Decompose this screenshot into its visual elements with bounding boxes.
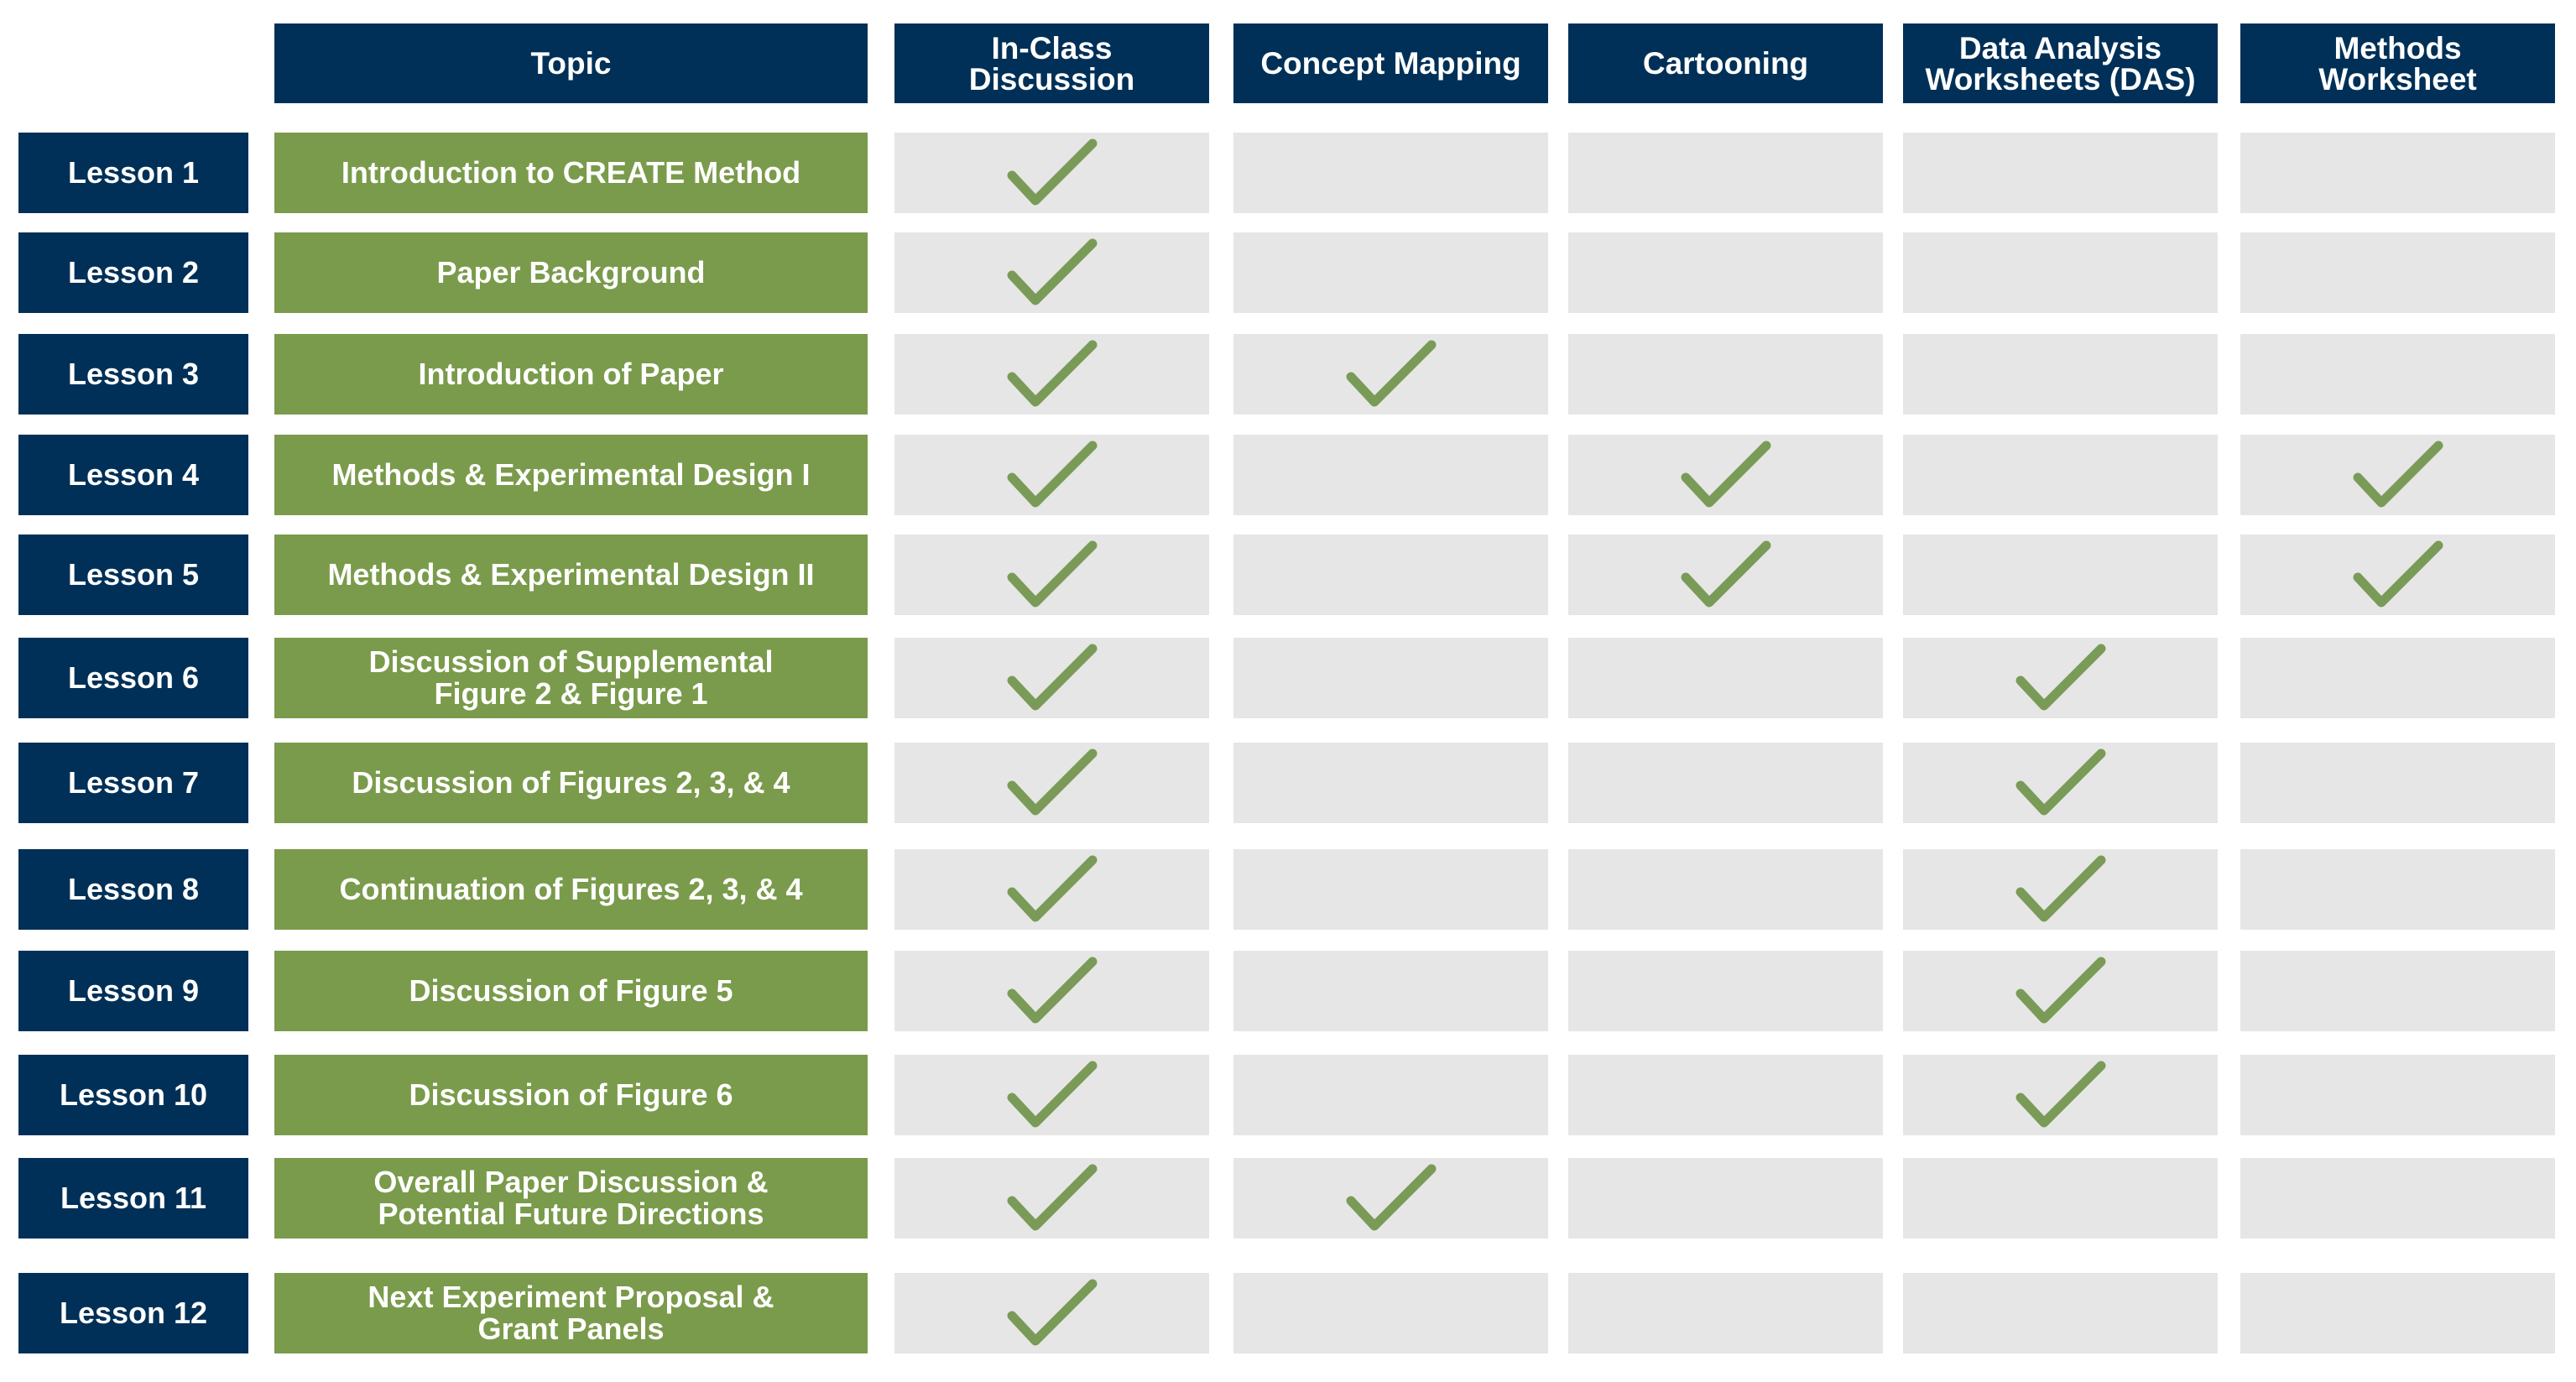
lesson-label-text: Lesson 4 [67,457,200,492]
topic-cell-text: Introduction of Paper [418,357,724,391]
activity-cell-empty [1903,1273,2218,1353]
lesson-label-text: Lesson 5 [67,557,200,592]
topic-cell [274,1158,868,1239]
activity-cell-empty [1568,951,1883,1031]
activity-cell-checked [894,638,1209,718]
lesson-label [18,951,248,1031]
topic-cell-text: Discussion of Figure 5 [409,973,733,1008]
activity-cell-empty [1568,133,1883,213]
header-cartooning-label: Cartooning [1642,46,1809,81]
checkmark-icon [2015,1061,2106,1129]
topic-cell-text: Introduction to CREATE Method [341,155,801,190]
checkmark-icon [1346,1164,1437,1233]
topic-cell-text: Paper Background [436,255,706,289]
lesson-label [18,638,248,718]
checkmark-icon [2353,441,2443,509]
checkmark-icon [1681,540,1771,609]
activity-cell-checked [894,232,1209,313]
activity-cell-empty [1568,849,1883,930]
header-topic: Topic [274,23,868,103]
checkmark-icon [1007,238,1098,307]
activity-cell-checked [1903,638,2218,718]
activity-cell-empty [2240,1158,2555,1239]
lesson-label-text: Lesson 6 [67,660,200,695]
lesson-label [18,334,248,415]
topic-cell-text: Continuation of Figures 2, 3, & 4 [339,872,803,906]
lesson-label [18,535,248,615]
lesson-label [18,849,248,930]
activity-cell-empty [1568,1055,1883,1135]
header-data-analysis-worksheets [1903,23,2218,103]
activity-cell-checked [894,1273,1209,1353]
topic-cell [274,849,868,930]
lesson-label-text: Lesson 9 [67,973,200,1008]
checkmark-icon [1346,340,1437,409]
activity-cell-empty [2240,1055,2555,1135]
checkmark-icon [2015,748,2106,817]
activity-cell-checked [894,334,1209,415]
topic-cell-text: Methods & Experimental Design I [331,457,811,492]
header-cartooning [1568,23,1883,103]
activity-cell-checked [1233,334,1548,415]
topic-cell [274,951,868,1031]
activity-cell-checked [894,133,1209,213]
activity-cell-checked [1903,743,2218,823]
activity-cell-checked [894,951,1209,1031]
lesson-label [18,1055,248,1135]
checkmark-icon [1681,441,1771,509]
topic-cell [274,535,868,615]
topic-cell [274,1273,868,1353]
checkmark-icon [1007,1164,1098,1233]
activity-cell-empty [1233,951,1548,1031]
lesson-label [18,133,248,213]
lesson-label [18,435,248,515]
activity-cell-checked [1233,1158,1548,1239]
activity-cell-checked [1568,535,1883,615]
topic-cell-text: Discussion of Figure 6 [409,1077,733,1112]
activity-cell-empty [1233,133,1548,213]
activity-cell-empty [1568,334,1883,415]
checkmark-icon [1007,855,1098,924]
activity-cell-checked [1568,435,1883,515]
checkmark-icon [1007,957,1098,1025]
checkmark-icon [1007,540,1098,609]
activity-cell-empty [2240,951,2555,1031]
activity-cell-empty [1568,1273,1883,1353]
topic-cell [274,638,868,718]
topic-cell [274,232,868,313]
activity-cell-empty [1233,638,1548,718]
activity-cell-empty [2240,133,2555,213]
lesson-label-text: Lesson 3 [67,357,200,391]
activity-cell-checked [894,849,1209,930]
activity-cell-empty [1233,435,1548,515]
activity-cell-checked [1903,849,2218,930]
activity-cell-checked [894,435,1209,515]
checkmark-icon [2015,855,2106,924]
activity-cell-empty [1568,638,1883,718]
lesson-label-text: Lesson 12 [59,1296,208,1330]
activity-cell-empty [2240,334,2555,415]
header-concept-mapping-label: Concept Mapping [1260,46,1521,81]
checkmark-icon [2015,644,2106,712]
header-concept-mapping [1233,23,1548,103]
header-methods-worksheet-label: Methods Worksheet [2318,30,2477,96]
lesson-label [18,743,248,823]
lesson-label [18,232,248,313]
activity-cell-checked [894,743,1209,823]
activity-cell-checked [894,1158,1209,1239]
activity-cell-empty [2240,849,2555,930]
checkmark-icon [1007,748,1098,817]
activity-cell-empty [1568,743,1883,823]
topic-cell-text: Discussion of Supplemental Figure 2 & Figure 1 [368,644,774,711]
activity-cell-empty [1903,535,2218,615]
checkmark-icon [2015,957,2106,1025]
lesson-label-text: Lesson 2 [67,255,200,289]
activity-cell-checked [894,535,1209,615]
activity-cell-empty [1903,334,2218,415]
activity-cell-empty [1233,743,1548,823]
activity-cell-empty [1233,849,1548,930]
checkmark-icon [2353,540,2443,609]
topic-cell [274,334,868,415]
checkmark-icon [1007,1279,1098,1348]
topic-cell-text: Overall Paper Discussion & Potential Future Directions [373,1165,769,1231]
activity-cell-empty [2240,1273,2555,1353]
activity-cell-empty [2240,743,2555,823]
topic-cell [274,133,868,213]
activity-cell-empty [1233,1055,1548,1135]
activity-cell-checked [1903,951,2218,1031]
activity-cell-empty [1903,133,2218,213]
lesson-label-text: Lesson 7 [67,765,200,800]
activity-cell-empty [2240,232,2555,313]
checkmark-icon [1007,644,1098,712]
activity-cell-empty [1903,232,2218,313]
activity-cell-checked [1903,1055,2218,1135]
activity-cell-empty [1903,1158,2218,1239]
activity-cell-empty [1568,1158,1883,1239]
topic-cell-text: Next Experiment Proposal & Grant Panels [368,1280,774,1346]
checkmark-icon [1007,138,1098,207]
activity-cell-checked [2240,435,2555,515]
header-methods-worksheet [2240,23,2555,103]
lesson-label [18,1158,248,1239]
lesson-label-text: Lesson 11 [60,1181,207,1215]
activity-cell-empty [2240,638,2555,718]
topic-cell [274,435,868,515]
activity-cell-empty [1233,535,1548,615]
topic-cell [274,1055,868,1135]
topic-cell-text: Discussion of Figures 2, 3, & 4 [352,765,790,800]
activity-cell-empty [1903,435,2218,515]
activity-cell-empty [1233,232,1548,313]
lesson-label-text: Lesson 10 [59,1077,208,1112]
activity-cell-empty [1568,232,1883,313]
topic-cell [274,743,868,823]
checkmark-icon [1007,1061,1098,1129]
lesson-label-text: Lesson 1 [67,155,200,190]
topic-cell-text: Methods & Experimental Design II [327,557,815,592]
lesson-label-text: Lesson 8 [67,872,200,906]
header-in-class-discussion [894,23,1209,103]
checkmark-icon [1007,340,1098,409]
activity-cell-checked [2240,535,2555,615]
header-data-analysis-worksheets-label: Data Analysis Worksheets (DAS) [1925,30,2196,96]
checkmark-icon [1007,441,1098,509]
activity-cell-checked [894,1055,1209,1135]
header-in-class-discussion-label: In-Class Discussion [968,30,1135,96]
lesson-label [18,1273,248,1353]
activity-cell-empty [1233,1273,1548,1353]
